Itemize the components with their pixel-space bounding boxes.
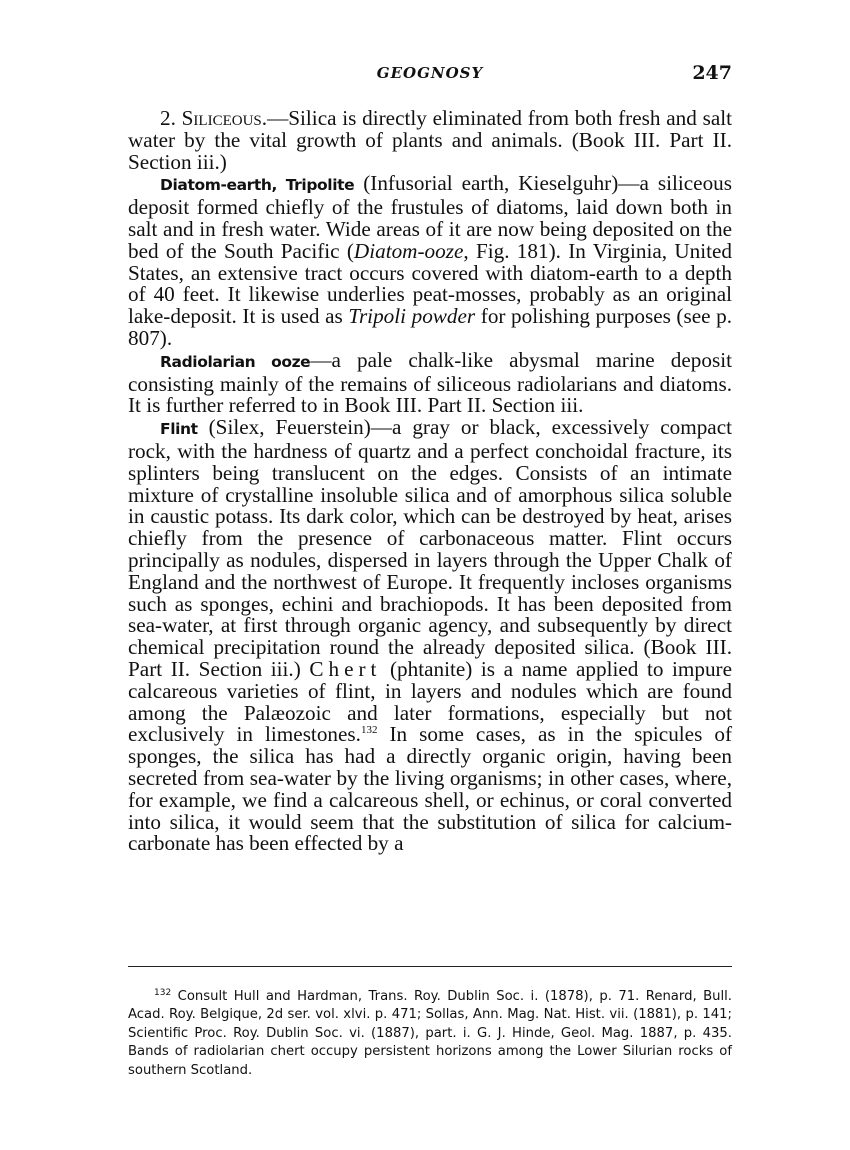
footnote-mark: 132 [154, 988, 172, 998]
paragraph-text: (Infusorial earth, Kieselguhr)—a siliceous deposit formed chiefly of the frustules of diatoms, laid down both in salt and in fresh water. Wide areas of it are now being deposited on the bed of the South Pacific ( [128, 171, 732, 263]
footnote [128, 988, 732, 1080]
footnote-divider [128, 966, 732, 967]
term-radiolarian-ooze: Radiolarian ooze [160, 352, 311, 371]
paragraph-text: (Silex, Feuerstein)—a gray or black, excessively compact rock, with the hardness of quartz and a perfect conchoidal fracture, its splinters being translucent on the edges. Consists of an intimate mixture of crystalline insoluble silica and of amorphous silica soluble in caustic potass. Its dark color, which can be destroyed by heat, arises chiefly from the presence of carbonaceous matter. Flint occurs principally as nodules, dispersed in layers through the Upper Chalk of England and the northwest of Europe. It frequently incloses organisms such as sponges, echini and brachiopods. It has been deposited from sea-water, at first through organic agency, and subsequently by direct chemical precipitation round the already deposited silica. (Book III. Part II. Section iii.) [128, 415, 732, 681]
running-title: GEOGNOSY [376, 64, 484, 82]
paragraph-radiolarian-ooze [128, 347, 732, 418]
paragraph-text: In some cases, as in the spicules of sponges, the silica has had a directly organic origin, having been secreted from sea-water by the living organisms; in other cases, where, for example, we find a calcareous shell, or echinus, or coral converted into silica, it would seem that the substitution of silica for calcium-carbonate has been effected by a [128, 722, 733, 856]
paragraph-text: .—Silica is directly eliminated from both fresh and salt water by the vital growth of plants and animals. (Book III. Part II. Section iii.) [128, 106, 732, 174]
footnote-reference[interactable]: 132 [360, 724, 378, 737]
italic-term: Diatom-ooze [353, 238, 464, 263]
footnote-text: Consult Hull and Hardman, Trans. Roy. Dublin Soc. i. (1878), p. 71. Renard, Bull. Acad. Roy. Belgique, 2d ser. vol. xlvi. p. 471; Sollas, Ann. Mag. Nat. Hist. vii. (1881), p. 141; Scientific Proc. Roy. Dublin Soc. vi. (1887), part. i. G. J. Hinde, Geol. Mag. 1887, p. 435. Bands of radiolarian chert occupy persistent horizons among the Lower Silurian rocks of southern Scotland. [128, 989, 732, 1078]
paragraph-text: (phtanite) is a name applied to impure calcareous varieties of flint, in layers and nodules which are found among the Palæozoic and later formations, especially but not exclusively in limestones. [128, 656, 733, 747]
paragraph-flint [128, 417, 732, 855]
body-text [128, 108, 732, 855]
term-diatom-earth: Diatom-earth, Tripolite [160, 176, 355, 195]
italic-term: Tripoli powder [348, 304, 476, 329]
section-heading: Siliceous [181, 106, 262, 130]
term-flint: Flint [160, 420, 198, 439]
paragraph-diatom-earth [128, 173, 732, 349]
paragraph-siliceous [128, 108, 732, 173]
paragraph-text: for polishing purposes (see p. 807). [128, 304, 733, 350]
paragraph-text: —a pale chalk-like abysmal marine deposit consisting mainly of the remains of siliceous radiolarians and diatoms. It is further referred to in Book III. Part II. Section iii. [128, 347, 732, 418]
paragraph-text: , Fig. 181). In Virginia, United States, an extensive tract occurs covered with diatom-earth to a depth of 40 feet. It likewise underlies peat-mosses, probably as an original lake-deposit. It is used as [128, 238, 732, 329]
section-number: 2. [160, 106, 182, 130]
running-head [128, 64, 732, 86]
spaced-term-chert: Chert [309, 656, 382, 681]
page-number: 247 [692, 62, 732, 84]
